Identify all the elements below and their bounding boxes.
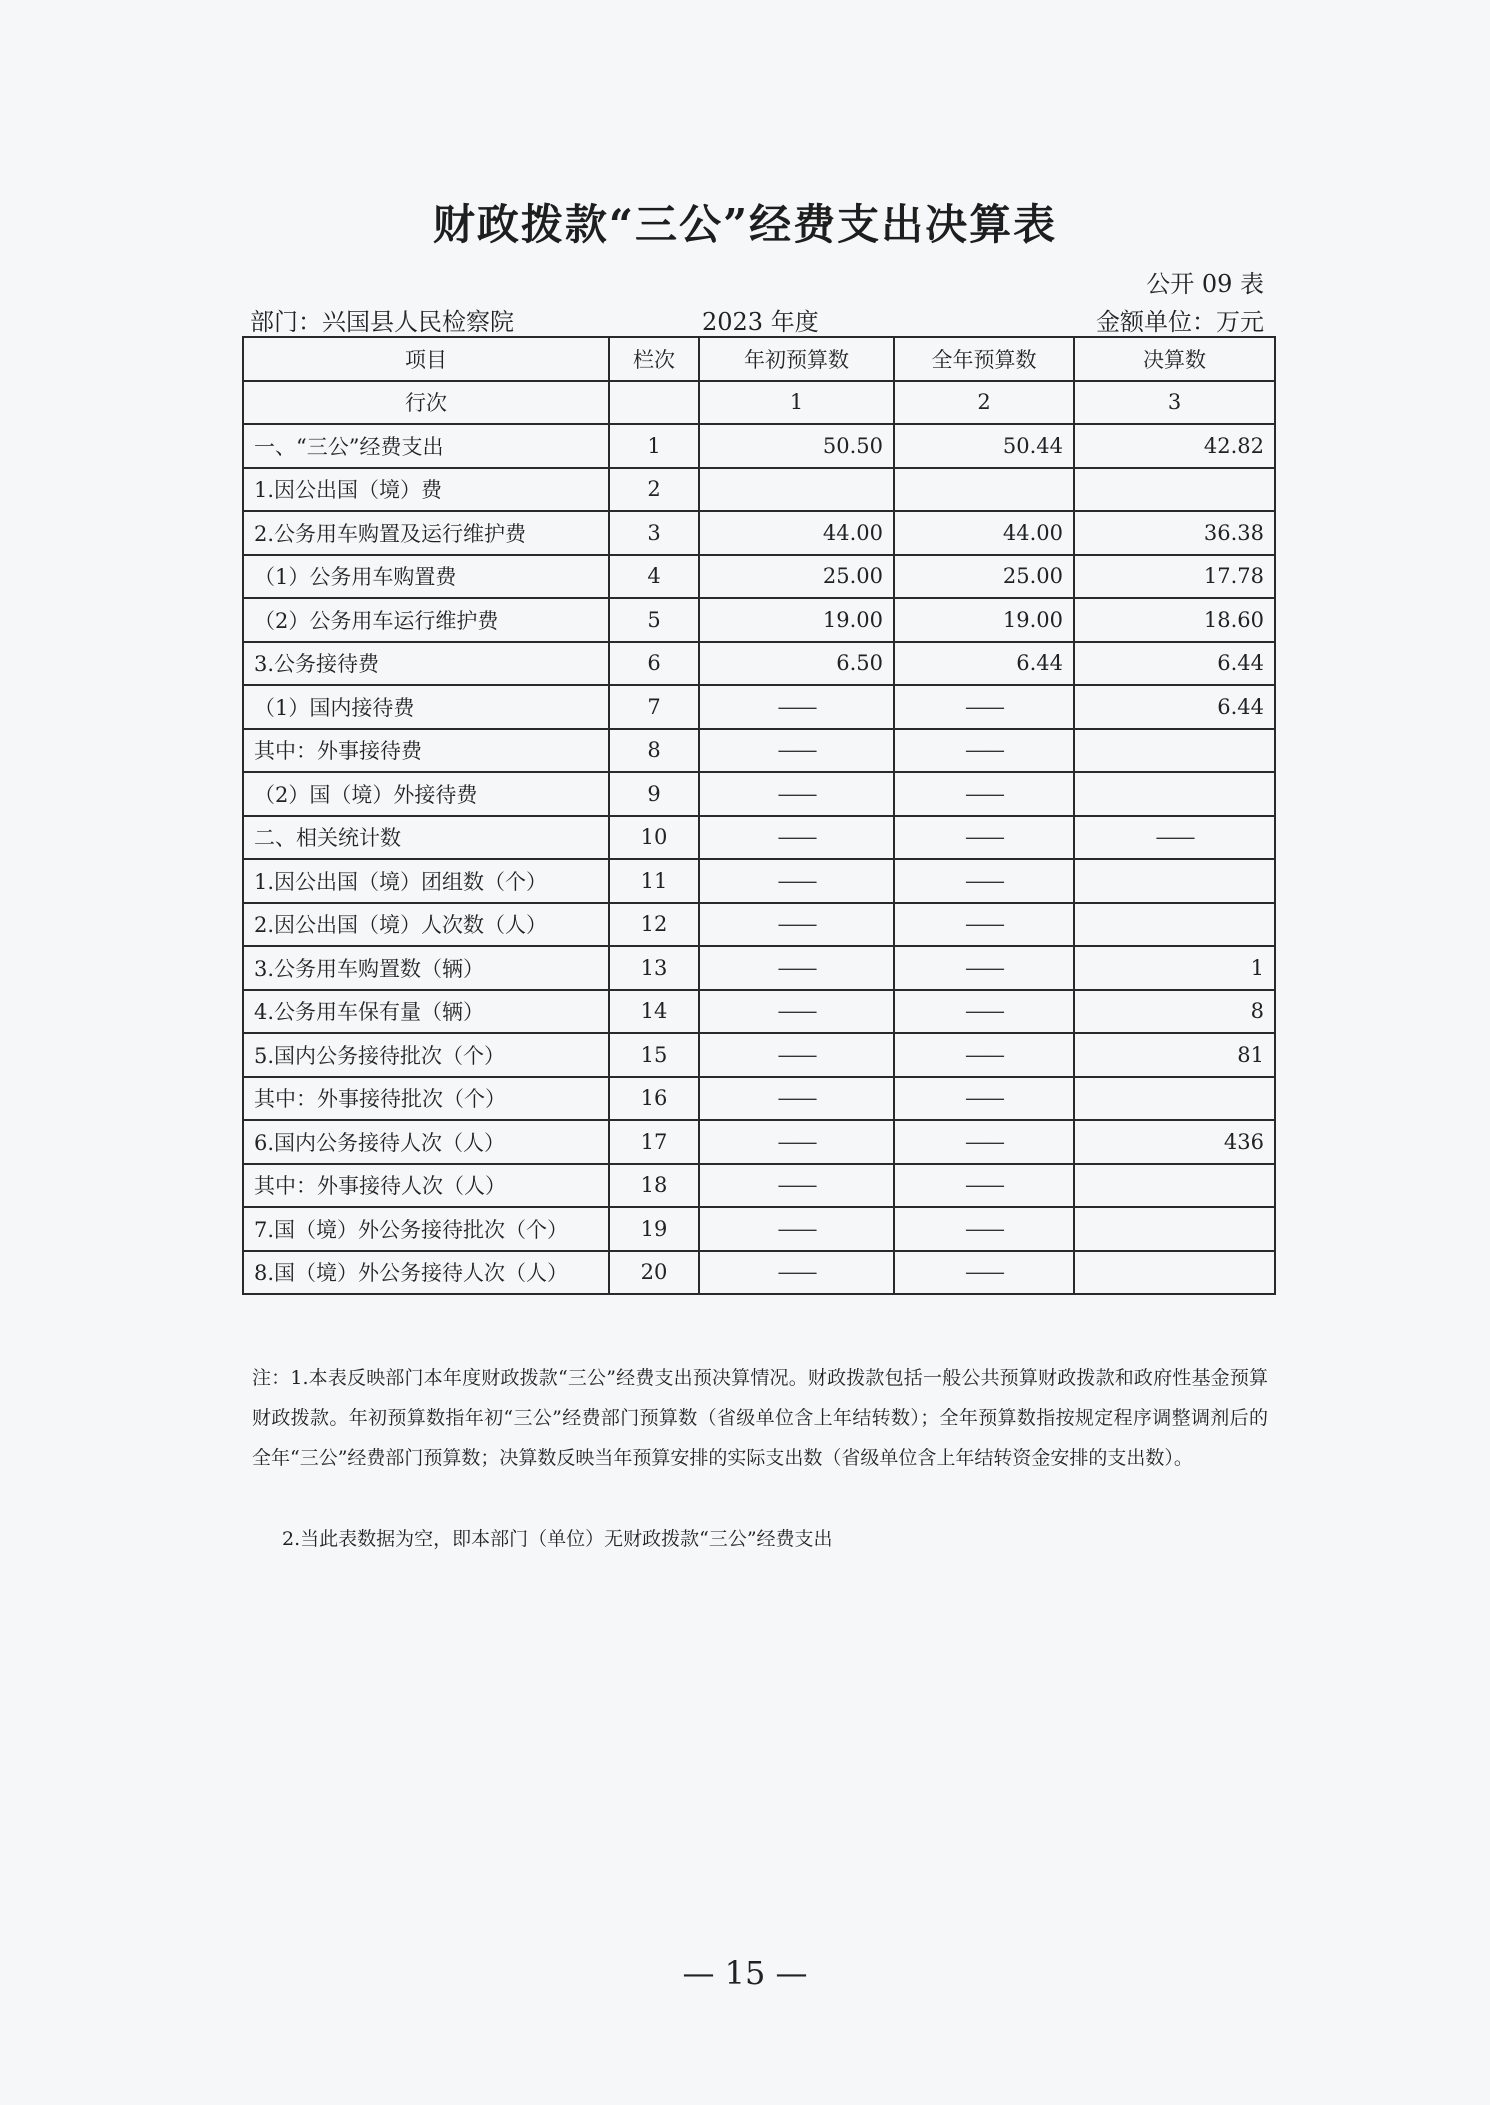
table-row: [243, 729, 1275, 773]
table-row: [243, 468, 1275, 512]
row-column-no: 18: [609, 1164, 699, 1208]
table-note-2: 2.当此表数据为空，即本部门（单位）无财政拨款“三公”经费支出: [282, 1528, 833, 1550]
row-item: 一、“三公”经费支出: [243, 424, 609, 468]
row-final-accounts: [1074, 1164, 1275, 1208]
row-column-no: 17: [609, 1120, 699, 1164]
header-item: 项目: [243, 337, 609, 381]
row-item: （1）国内接待费: [243, 685, 609, 729]
department-label: 部门：兴国县人民检察院: [250, 308, 514, 336]
page-number: — 15 —: [682, 1954, 808, 1992]
table-row: [243, 1120, 1275, 1164]
row-initial-budget: 44.00: [699, 511, 894, 555]
row-annual-budget: ——: [894, 772, 1074, 816]
row-final-accounts: 42.82: [1074, 424, 1275, 468]
row-final-accounts: [1074, 1251, 1275, 1295]
row-initial-budget: 25.00: [699, 555, 894, 599]
row-final-accounts: 436: [1074, 1120, 1275, 1164]
row-item: 其中：外事接待人次（人）: [243, 1164, 609, 1208]
row-item: 1.因公出国（境）费: [243, 468, 609, 512]
header-annual-budget: 全年预算数: [894, 337, 1074, 381]
row-item: 其中：外事接待费: [243, 729, 609, 773]
row-column-no: 8: [609, 729, 699, 773]
row-annual-budget: ——: [894, 1033, 1074, 1077]
row-final-accounts: [1074, 1077, 1275, 1121]
row-final-accounts: 81: [1074, 1033, 1275, 1077]
expense-table: [242, 336, 1276, 1295]
row-column-no: 16: [609, 1077, 699, 1121]
row-initial-budget: ——: [699, 685, 894, 729]
form-number: 公开 09 表: [1146, 270, 1264, 298]
row-item: 3.公务接待费: [243, 642, 609, 686]
row-initial-budget: ——: [699, 772, 894, 816]
row-annual-budget: ——: [894, 1077, 1074, 1121]
row-column-no: 14: [609, 990, 699, 1034]
row-column-no: 11: [609, 859, 699, 903]
row-column-no: 1: [609, 424, 699, 468]
table-row: [243, 816, 1275, 860]
table-row: [243, 1251, 1275, 1295]
row-initial-budget: [699, 468, 894, 512]
row-initial-budget: 50.50: [699, 424, 894, 468]
row-item: 其中：外事接待批次（个）: [243, 1077, 609, 1121]
index-column-no: [609, 381, 699, 425]
row-column-no: 10: [609, 816, 699, 860]
row-annual-budget: 19.00: [894, 598, 1074, 642]
page-title: 财政拨款“三公”经费支出决算表: [432, 200, 1058, 249]
index-2: 2: [894, 381, 1074, 425]
header-initial-budget: 年初预算数: [699, 337, 894, 381]
table-row: [243, 990, 1275, 1034]
table-header-row: [243, 337, 1275, 381]
row-column-no: 19: [609, 1207, 699, 1251]
row-item: 6.国内公务接待人次（人）: [243, 1120, 609, 1164]
row-column-no: 9: [609, 772, 699, 816]
row-final-accounts: ——: [1074, 816, 1275, 860]
header-column-no: 栏次: [609, 337, 699, 381]
row-annual-budget: [894, 468, 1074, 512]
table-row: [243, 424, 1275, 468]
row-item: 2.因公出国（境）人次数（人）: [243, 903, 609, 947]
table-row: [243, 555, 1275, 599]
row-item: 2.公务用车购置及运行维护费: [243, 511, 609, 555]
table-row: [243, 772, 1275, 816]
table-row: [243, 685, 1275, 729]
row-final-accounts: 6.44: [1074, 685, 1275, 729]
row-initial-budget: 6.50: [699, 642, 894, 686]
row-annual-budget: ——: [894, 685, 1074, 729]
index-1: 1: [699, 381, 894, 425]
row-item: （2）国（境）外接待费: [243, 772, 609, 816]
row-initial-budget: ——: [699, 1077, 894, 1121]
row-item: 7.国（境）外公务接待批次（个）: [243, 1207, 609, 1251]
row-column-no: 3: [609, 511, 699, 555]
table-row: [243, 903, 1275, 947]
row-final-accounts: 6.44: [1074, 642, 1275, 686]
row-final-accounts: [1074, 1207, 1275, 1251]
table-row: [243, 946, 1275, 990]
row-initial-budget: ——: [699, 903, 894, 947]
row-annual-budget: ——: [894, 946, 1074, 990]
table-row: [243, 1207, 1275, 1251]
row-final-accounts: 1: [1074, 946, 1275, 990]
row-annual-budget: ——: [894, 729, 1074, 773]
table-note-1: 注：1.本表反映部门本年度财政拨款“三公”经费支出预决算情况。财政拨款包括一般公共预算财政拨款和政府性基金预算财政拨款。年初预算数指年初“三公”经费部门预算数（省级单位含上年结转数）；全年预算数指按规定程序调整调剂后的全年“三公”经费部门预算数；决算数反映当年预算安排的实际支出数（省级单位含上年结转资金安排的支出数）。: [252, 1367, 1268, 1469]
row-annual-budget: ——: [894, 1164, 1074, 1208]
row-initial-budget: ——: [699, 1251, 894, 1295]
row-initial-budget: ——: [699, 1120, 894, 1164]
row-column-no: 20: [609, 1251, 699, 1295]
row-annual-budget: 25.00: [894, 555, 1074, 599]
table-index-row: [243, 381, 1275, 425]
row-final-accounts: [1074, 772, 1275, 816]
row-annual-budget: 44.00: [894, 511, 1074, 555]
table-row: [243, 1077, 1275, 1121]
row-initial-budget: 19.00: [699, 598, 894, 642]
row-initial-budget: ——: [699, 946, 894, 990]
year-label: 2023 年度: [702, 308, 819, 336]
index-3: 3: [1074, 381, 1275, 425]
row-annual-budget: 6.44: [894, 642, 1074, 686]
row-final-accounts: [1074, 468, 1275, 512]
table-row: [243, 511, 1275, 555]
row-item: 4.公务用车保有量（辆）: [243, 990, 609, 1034]
row-column-no: 5: [609, 598, 699, 642]
row-final-accounts: [1074, 859, 1275, 903]
row-item: （1）公务用车购置费: [243, 555, 609, 599]
row-column-no: 15: [609, 1033, 699, 1077]
row-initial-budget: ——: [699, 1033, 894, 1077]
row-initial-budget: ——: [699, 859, 894, 903]
row-item: 二、相关统计数: [243, 816, 609, 860]
unit-label: 金额单位：万元: [1096, 308, 1264, 336]
header-final-accounts: 决算数: [1074, 337, 1275, 381]
row-item: 1.因公出国（境）团组数（个）: [243, 859, 609, 903]
row-final-accounts: [1074, 903, 1275, 947]
row-annual-budget: ——: [894, 816, 1074, 860]
row-initial-budget: ——: [699, 729, 894, 773]
row-initial-budget: ——: [699, 990, 894, 1034]
table-row: [243, 1164, 1275, 1208]
row-column-no: 2: [609, 468, 699, 512]
row-column-no: 12: [609, 903, 699, 947]
row-initial-budget: ——: [699, 1164, 894, 1208]
table-row: [243, 859, 1275, 903]
row-initial-budget: ——: [699, 1207, 894, 1251]
row-final-accounts: 17.78: [1074, 555, 1275, 599]
meta-line: [250, 302, 1264, 336]
row-item: 8.国（境）外公务接待人次（人）: [243, 1251, 609, 1295]
row-initial-budget: ——: [699, 816, 894, 860]
row-annual-budget: ——: [894, 859, 1074, 903]
row-column-no: 7: [609, 685, 699, 729]
row-item: 3.公务用车购置数（辆）: [243, 946, 609, 990]
row-column-no: 4: [609, 555, 699, 599]
index-label: 行次: [243, 381, 609, 425]
row-item: 5.国内公务接待批次（个）: [243, 1033, 609, 1077]
row-annual-budget: ——: [894, 1207, 1074, 1251]
row-final-accounts: 8: [1074, 990, 1275, 1034]
row-column-no: 13: [609, 946, 699, 990]
row-final-accounts: [1074, 729, 1275, 773]
row-final-accounts: 36.38: [1074, 511, 1275, 555]
row-annual-budget: ——: [894, 903, 1074, 947]
row-annual-budget: ——: [894, 1251, 1074, 1295]
row-annual-budget: 50.44: [894, 424, 1074, 468]
row-final-accounts: 18.60: [1074, 598, 1275, 642]
row-annual-budget: ——: [894, 1120, 1074, 1164]
row-annual-budget: ——: [894, 990, 1074, 1034]
row-column-no: 6: [609, 642, 699, 686]
table-row: [243, 598, 1275, 642]
row-item: （2）公务用车运行维护费: [243, 598, 609, 642]
table-row: [243, 1033, 1275, 1077]
table-row: [243, 642, 1275, 686]
